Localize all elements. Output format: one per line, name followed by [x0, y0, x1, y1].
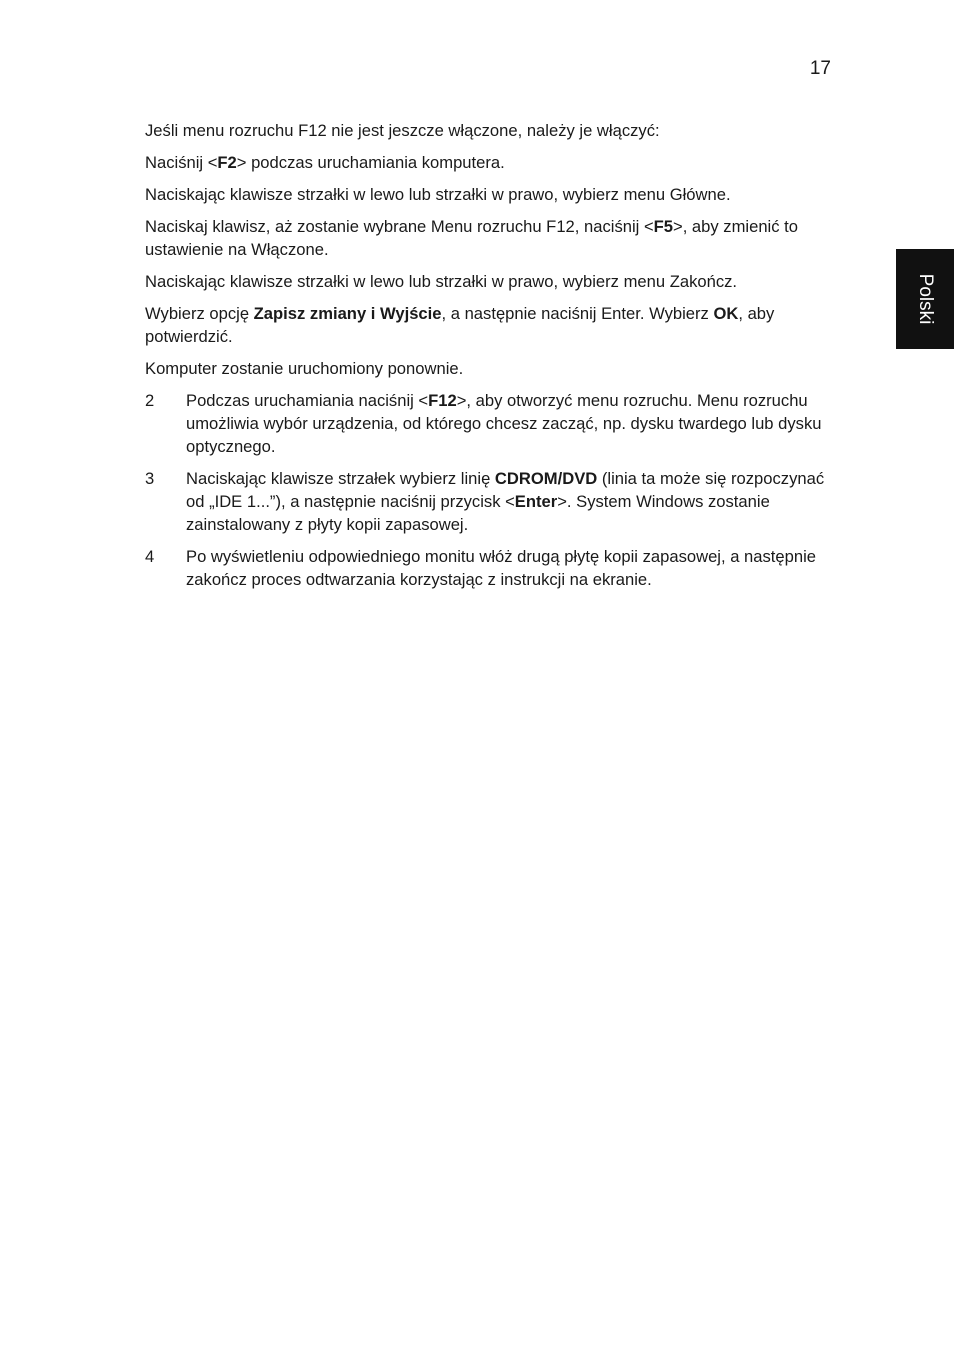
paragraph-text: >, aby zmienić to ustawienie na Włączone. [145, 217, 798, 259]
key-name: F12 [428, 391, 457, 410]
step-text: Podczas uruchamiania naciśnij < [186, 391, 429, 410]
language-tab [896, 249, 954, 349]
language-tab-label: Polski [915, 273, 936, 325]
step-text: >, aby otworzyć menu rozruchu. Menu rozruchu umożliwia wybór urządzenia, od którego chcesz zacząć, np. dysku twardego lub dysku optycznego. [186, 391, 822, 456]
step-text: >. System Windows zostanie zainstalowany z płyty kopii zapasowej. [186, 492, 770, 534]
numbered-step [145, 389, 825, 458]
paragraph-text: Komputer zostanie uruchomiony ponownie. [145, 359, 464, 378]
paragraph [145, 119, 825, 142]
menu-option: Zapisz zmiany i Wyjście [253, 304, 442, 323]
paragraph [145, 183, 825, 206]
paragraph-text: Naciskając klawisze strzałki w lewo lub strzałki w prawo, wybierz menu Główne. [145, 185, 731, 204]
step-text: (linia ta może się rozpoczynać od „IDE 1...”), a następnie naciśnij przycisk < [186, 469, 825, 511]
numbered-step [145, 545, 825, 591]
paragraph [145, 357, 825, 380]
numbered-step [145, 467, 825, 536]
paragraph-text: Naciskaj klawisz, aż zostanie wybrane Menu rozruchu F12, naciśnij < [145, 217, 654, 236]
page-number: 17 [809, 58, 831, 79]
step-number: 3 [145, 469, 155, 488]
step-number: 4 [145, 547, 155, 566]
paragraph [145, 270, 825, 293]
key-name: F2 [217, 153, 237, 172]
menu-option: CDROM/DVD [494, 469, 598, 488]
step-text: Po wyświetleniu odpowiedniego monitu włóż drugą płytę kopii zapasowej, a następnie zakończ proces odtwarzania korzystając z instrukcji na ekranie. [186, 547, 817, 589]
paragraph-text: Wybierz opcję [145, 304, 254, 323]
paragraph-text: Naciśnij < [145, 153, 218, 172]
paragraph-text: > podczas uruchamiania komputera. [236, 153, 505, 172]
paragraph [145, 215, 825, 261]
step-number: 2 [145, 391, 155, 410]
paragraph-text: , aby potwierdzić. [145, 304, 775, 346]
paragraph-text: Naciskając klawisze strzałki w lewo lub strzałki w prawo, wybierz menu Zakończ. [145, 272, 738, 291]
key-name: F5 [653, 217, 674, 236]
document-body [145, 119, 825, 600]
step-text: Naciskając klawisze strzałek wybierz linię [186, 469, 495, 488]
paragraph [145, 151, 825, 174]
paragraph [145, 302, 825, 348]
menu-option: OK [713, 304, 739, 323]
paragraph-text: , a następnie naciśnij Enter. Wybierz [441, 304, 714, 323]
key-name: Enter [514, 492, 558, 511]
paragraph-text: Jeśli menu rozruchu F12 nie jest jeszcze włączone, należy je włączyć: [145, 121, 660, 140]
